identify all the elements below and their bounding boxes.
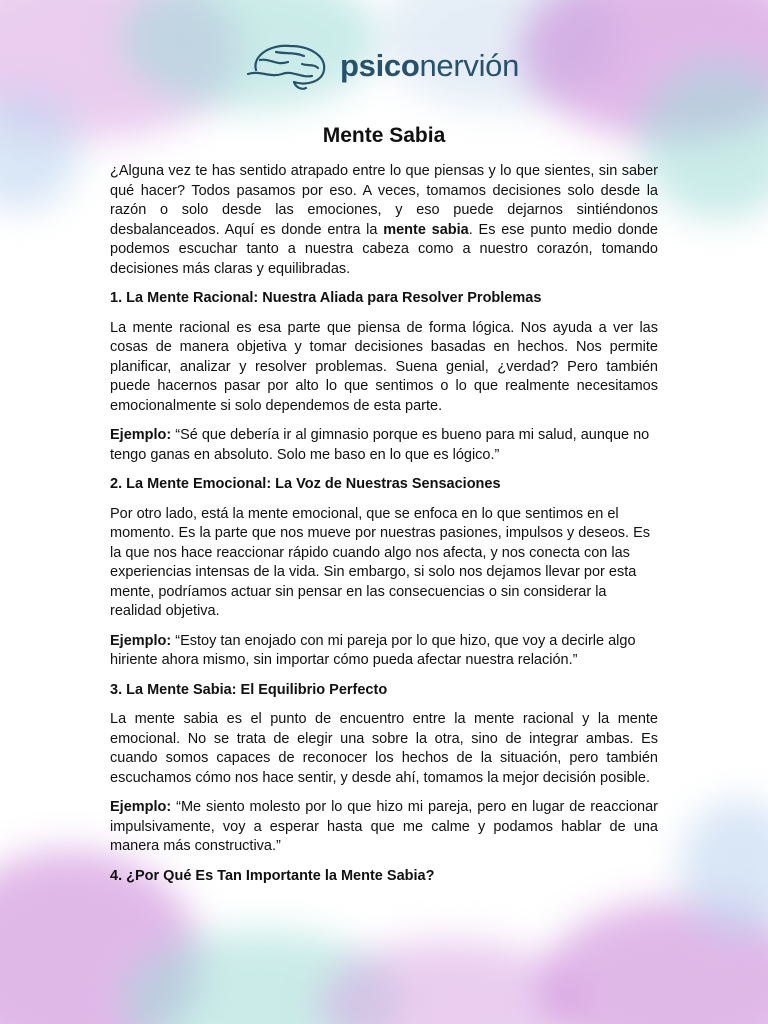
section-heading: 4. ¿Por Qué Es Tan Importante la Mente Sabia?: [110, 867, 435, 884]
example-paragraph: Ejemplo: “Estoy tan enojado con mi pareja por lo que hizo, que voy a decirle algo hiriente ahora mismo, sin importar cómo pueda afectar nuestra relación.”: [110, 632, 636, 668]
section-heading: 2. La Mente Emocional: La Voz de Nuestras Sensaciones: [110, 476, 501, 492]
example-paragraph: Ejemplo: “Me siento molesto por lo que hizo mi pareja, pero en lugar de reaccionar impulsivamente, voy a esperar hasta que me calme y podamos hablar de una manera más constructiva.”: [110, 799, 658, 854]
section-body: Por otro lado, está la mente emocional, que se enfoca en lo que sentimos en el momento. Es la parte que nos mueve por nuestras pasiones, impulsos y deseos. Es la que nos hace reaccionar rápido cuando algo nos afecta, y nos conecta con las experiencias intensas de la vida. Sin embargo, si solo nos dejamos llevar por esta mente, podríamos actuar sin pensar en las consecuencias o sin considerar la realidad objetiva.: [110, 505, 651, 619]
example-paragraph: Ejemplo: “Sé que debería ir al gimnasio porque es bueno para mi salud, aunque no tengo ganas en absoluto. Solo me baso en lo que es lógico.”: [110, 427, 650, 463]
section-body: La mente racional es esa parte que piensa de forma lógica. Nos ayuda a ver las cosas de manera objetiva y tomar decisiones basadas en hechos. Nos permite planificar, analizar y resolver problemas. Suena genial, ¿verdad? Pero también puede hacernos pasar por alto lo que sentimos o lo que realmente necesitamos emocionalmente si solo dependemos de esta parte.: [110, 319, 658, 414]
brand-name: psiconervión: [340, 48, 520, 83]
intro-paragraph: ¿Alguna vez te has sentido atrapado entre lo que piensas y lo que sientes, sin saber qué hacer? Todos pasamos por eso. A veces, tomamos decisiones solo desde la razón o solo desde las emociones, y eso puede dejarnos sintiéndonos desbalanceados. Aquí es donde entra la mente sabia. Es ese punto medio donde podemos escuchar tanto a nuestra cabeza como a nuestro corazón, tomando decisiones más claras y equilibradas.: [110, 163, 658, 277]
section-heading: 1. La Mente Racional: Nuestra Aliada para Resolver Problemas: [110, 290, 542, 306]
section-heading: 3. La Mente Sabia: El Equilibrio Perfecto: [110, 681, 388, 698]
section-body: La mente sabia es el punto de encuentro entre la mente racional y la mente emocional. No se trata de elegir una sobre la otra, sino de integrar ambas. Es cuando somos capaces de reconocer los hechos de la situación, pero también escuchamos cómo nos hace sentir, y desde ahí, tomamos la mejor decisión posible.: [110, 711, 658, 786]
brain-icon: [246, 40, 330, 92]
brand-logo: [246, 40, 519, 92]
page-title: Mente Sabia: [322, 124, 446, 147]
document-body: [110, 162, 658, 886]
